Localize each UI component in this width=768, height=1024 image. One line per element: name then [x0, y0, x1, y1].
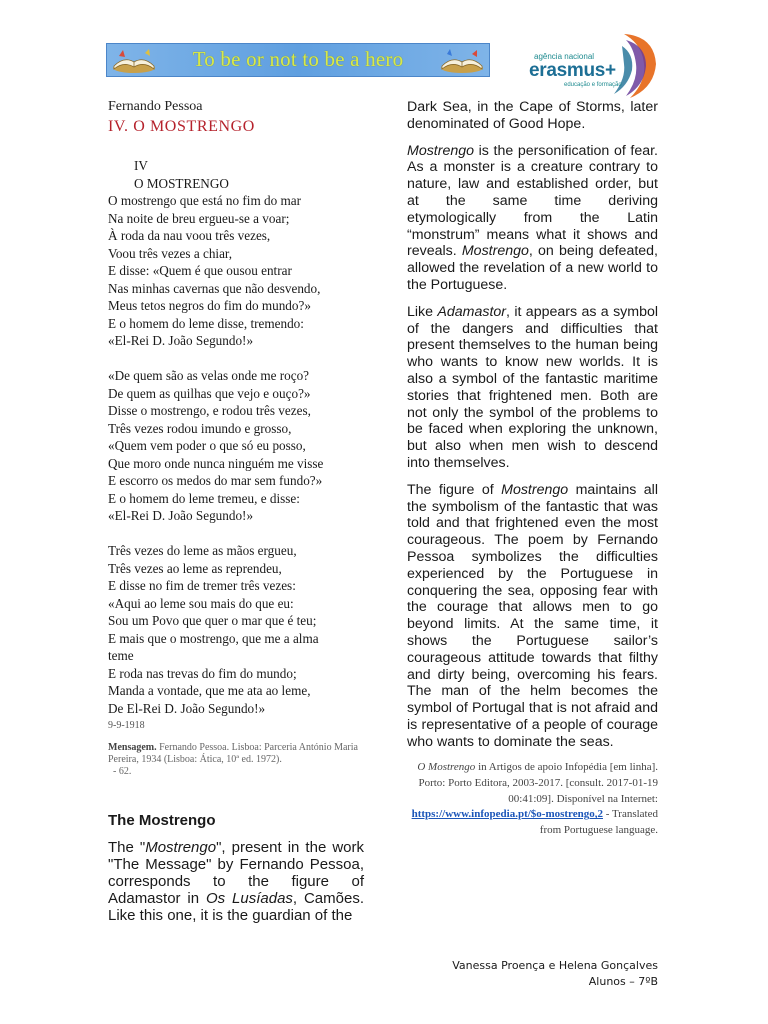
poem-line: E mais que o mostrengo, que me a alma — [108, 630, 319, 646]
text-run: , it appears as a symbol of the dangers and difficulties that present themselves to the human being who wants to know new worlds. It is also a symbol of the fantastic maritime stories that frightened men. Both are not only the symbol of the problems to be faced when exploring the unknown, but also when men wish to descend into themselves. — [407, 303, 659, 471]
text-run-italic: Os Lusíadas — [205, 890, 293, 907]
text-run: , Camões. Like this one, it is the guardian of the — [108, 890, 364, 924]
poem-line: Três vezes do leme as mãos ergueu, — [108, 543, 297, 558]
open-book-icon — [111, 48, 157, 74]
poem-text — [108, 157, 364, 717]
section-title: The Mostrengo — [108, 812, 216, 829]
banner-title: To be or not to be a hero — [192, 47, 404, 71]
poem-heading — [108, 157, 364, 192]
poem-date: 9-9-1918 — [108, 720, 145, 731]
text-run-italic: Mostrengo — [461, 243, 529, 260]
text-run: maintains all the symbolism of the fantastic that was told and that frightened even the most courageous. The poem by Fernando Pessoa symbolizes the difficulties experienced by the Portuguese in conquering the sea, opposing fear with the courage that allows men to go beyond limits. At the same time, it shows the Portuguese sailor’s courageous attitude towards that filthy and dirty being, overcoming his fears. The man of the helm becomes the symbol of Portugal that is not afraid and is representative of a people of courage who wants to dominate the seas. — [407, 481, 658, 750]
citation-details: in Artigos de apoio Infopédia [em linha]. Porto: Porto Editora, 2003-2017. [consult. 2017-01-19 00:41:09]. Disponível na Internet: — [418, 761, 658, 805]
logo-tagline: educação e formação — [564, 82, 622, 88]
poem-title: IV. O MOSTRENGO — [108, 118, 255, 135]
reference-pages: - 62. — [113, 766, 132, 777]
poem-line: À roda da nau voou três vezes, — [108, 228, 271, 243]
left-column — [108, 98, 364, 924]
poem-line: Manda a vontade, que me ata ao leme, — [108, 683, 311, 698]
paragraph — [407, 304, 658, 472]
poem-stanza — [108, 542, 364, 717]
citation-note: - Translated from Portuguese language. — [539, 808, 658, 836]
poem-line: De El-Rei D. João Segundo!» — [108, 700, 266, 716]
poem-line: «De quem são as velas onde me roço? — [108, 368, 310, 383]
poem-line: Meus tetos negros do fim do mundo?» — [108, 298, 311, 313]
reference-details: Fernando Pessoa. Lisboa: Parceria António Maria Pereira, 1934 (Lisboa: Ática, 10ª ed. 1972). — [108, 742, 358, 765]
paragraph — [407, 143, 658, 294]
poem-stanza — [108, 367, 364, 525]
poem-line: O MOSTRENGO — [134, 175, 229, 191]
poem-line: «Aqui ao leme sou mais do que eu: — [108, 595, 294, 611]
paragraph: Dark Sea, in the Cape of Storms, later denominated of Good Hope. — [407, 99, 658, 132]
open-book-icon — [439, 48, 485, 74]
footer-class: Alunos – 7ºB — [588, 975, 658, 988]
reference-book-title: Mensagem. — [108, 742, 157, 753]
source-citation — [407, 760, 658, 838]
poem-line: Três vezes ao leme as reprendeu, — [108, 560, 282, 576]
poem-line: E o homem do leme tremeu, e disse: — [108, 490, 300, 506]
poem-line: E disse: «Quem é que ousou entrar — [108, 263, 292, 278]
footer-authors: Vanessa Proença e Helena Gonçalves — [452, 959, 658, 972]
poem-line: Três vezes rodou imundo e grosso, — [108, 420, 292, 436]
poem-reference — [108, 742, 364, 778]
intro-paragraph — [108, 839, 364, 924]
poem-line: Nas minhas cavernas que não desvendo, — [108, 280, 321, 296]
poem-line: E escorro os medos do mar sem fundo?» — [108, 473, 323, 488]
poem-line: teme — [108, 648, 134, 663]
citation-title: O Mostrengo — [417, 761, 476, 774]
text-run: is the personification of fear. As a monster is a creature contrary to nature, law and established order, but at the same time deriving etymologically from the Latin “monstrum” means what it shows and reveals. — [407, 142, 658, 260]
erasmus-logo — [522, 30, 662, 100]
paragraph — [407, 482, 658, 751]
citation-link[interactable]: https://www.infopedia.pt/$o-mostrengo,2 — [411, 808, 603, 821]
text-run-italic: Mostrengo — [407, 142, 475, 159]
poem-line: E disse no fim de tremer três vezes: — [108, 578, 296, 593]
text-run-italic: Mostrengo — [145, 839, 217, 856]
poem-line: O mostrengo que está no fim do mar — [108, 193, 302, 208]
header-banner — [106, 43, 490, 77]
poem-line: De quem as quilhas que vejo e ouço?» — [108, 385, 311, 401]
poem-line: Voou três vezes a chiar, — [108, 245, 233, 261]
poem-stanza — [108, 192, 364, 350]
right-column — [407, 99, 658, 838]
poem-line: E roda nas trevas do fim do mundo; — [108, 665, 297, 681]
text-run: Like — [407, 303, 438, 320]
poem-line: Disse o mostrengo, e rodou três vezes, — [108, 403, 311, 418]
footer — [452, 958, 658, 990]
text-run: , on being defeated, allowed the revelation of a new world to the Portuguese. — [407, 243, 658, 293]
poem-line: «El-Rei D. João Segundo!» — [108, 333, 254, 348]
text-run: The " — [108, 839, 146, 856]
poem-line: Sou um Povo que quer o mar que é teu; — [108, 613, 317, 628]
poem-line: Que moro onde nunca ninguém me visse — [108, 455, 324, 471]
poem-line: «Quem vem poder o que só eu posso, — [108, 438, 306, 453]
poem-line: «El-Rei D. João Segundo!» — [108, 508, 254, 523]
poem-line: IV — [134, 158, 148, 173]
logo-brand-text: erasmus+ — [529, 60, 616, 81]
text-run: The figure of — [407, 481, 502, 498]
text-run-italic: Mostrengo — [501, 481, 569, 498]
text-run-italic: Adamastor — [437, 303, 507, 320]
text-run: ", present in the work "The Message" by Fernando Pessoa, corresponds to the figure of Adamastor in — [108, 839, 364, 907]
poem-author: Fernando Pessoa — [108, 99, 203, 114]
logo-agency-text: agência nacional — [534, 52, 595, 61]
poem-line: E o homem do leme disse, tremendo: — [108, 315, 304, 331]
poem-line: Na noite de breu ergueu-se a voar; — [108, 210, 290, 226]
